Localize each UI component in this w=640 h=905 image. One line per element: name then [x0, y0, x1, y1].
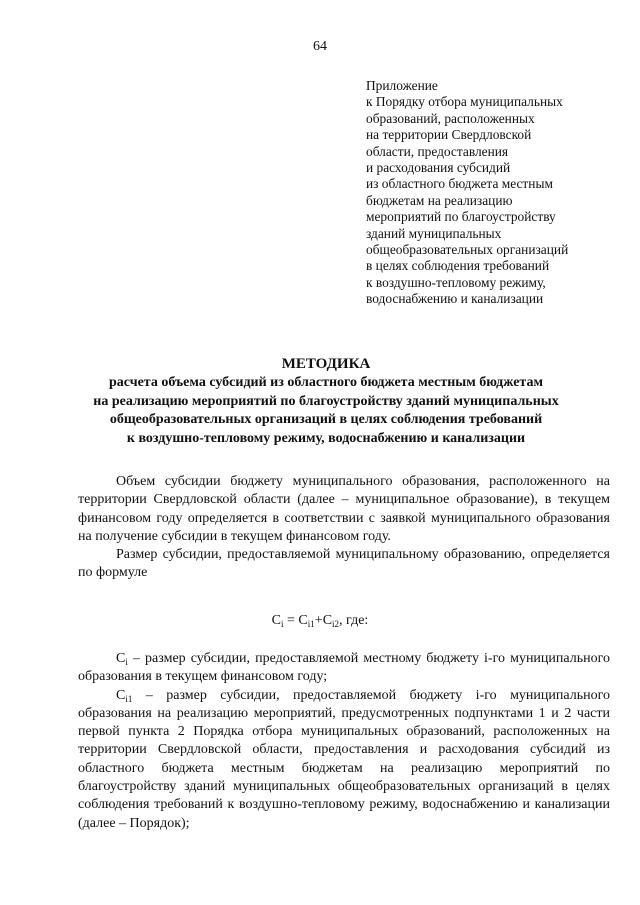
appendix-line: из областного бюджета местным	[366, 176, 553, 192]
page-number: 64	[313, 39, 327, 54]
appendix-line: мероприятий по благоустройству	[366, 209, 556, 225]
formula-tail: , где:	[339, 613, 369, 628]
definition-text: – размер субсидии, предоставляемой бюджету i-го муниципального образования на реализацию мероприятий, предусмотренных подпунктами 1 и 2 части первой пункта 2 Порядка отбора муниципальных образований, расположенных на территории Свердловской области, предоставления и расходования субсидий из областного бюджета местным бюджетам на реализацию мероприятий по благоустройству зданий муниципальных общеобразовательных организаций в целях соблюдения требований к воздушно-тепловому режиму, водоснабжению и канализации (далее – Порядок);	[78, 687, 610, 831]
formula-term2-sub: i2	[332, 619, 340, 629]
definition-item	[78, 687, 610, 833]
title-line: на реализацию мероприятий по благоустройству зданий муниципальных	[93, 393, 559, 409]
title-main: МЕТОДИКА	[281, 356, 371, 372]
paragraph: Размер субсидии, предоставляемой муниципальному образованию, определяется по формуле	[78, 547, 610, 581]
intro-paragraphs	[78, 473, 610, 583]
appendix-line: водоснабжению и канализации	[366, 291, 544, 307]
appendix-line: к Порядку отбора муниципальных	[366, 94, 563, 110]
formula-term2: C	[322, 613, 333, 628]
formula-plus: +	[314, 613, 323, 628]
title-line: расчета объема субсидий из областного бюджета местным бюджетам	[108, 375, 544, 390]
appendix-line: общеобразовательных организаций	[366, 242, 569, 258]
definition-symbol: C	[116, 651, 126, 666]
formula-term1: C	[298, 613, 308, 628]
appendix-line: и расходования субсидий	[366, 160, 511, 176]
appendix-line: бюджетам на реализацию	[366, 192, 513, 208]
title-line: общеобразовательных организаций в целях соблюдения требований	[109, 412, 543, 427]
document-title	[60, 355, 592, 448]
formula-eq: =	[283, 613, 299, 628]
definition-sub: i1	[125, 693, 133, 704]
appendix-line: на территории Свердловской	[366, 127, 532, 143]
definition-item	[78, 650, 610, 687]
paragraph: Объем субсидии бюджету муниципального образования, расположенного на территории Свердловской области (далее – муниципальное образование), в текущем финансовом году определяется в соответствии с заявкой муниципального образования на получение субсидии в текущем финансовом году.	[78, 474, 610, 544]
appendix-line: области, предоставления	[366, 143, 509, 159]
definition-sub: i	[125, 657, 128, 667]
appendix-line: зданий муниципальных	[366, 225, 502, 241]
formula-term1-sub: i1	[307, 619, 315, 629]
definition-symbol: C	[116, 687, 126, 703]
appendix-line: образований, расположенных	[366, 110, 535, 126]
definitions	[78, 650, 610, 833]
definition-text: – размер субсидии, предоставляемой местному бюджету i-го муниципального образования в текущем финансовом году;	[78, 651, 610, 685]
appendix-line: к воздушно-тепловому режиму,	[366, 274, 546, 290]
formula-lhs: C	[271, 613, 281, 628]
title-line: к воздушно-тепловому режиму, водоснабжению и канализации	[126, 430, 526, 446]
appendix-header	[366, 78, 636, 308]
formula	[0, 613, 640, 629]
appendix-line: Приложение	[366, 78, 438, 93]
appendix-line: в целях соблюдения требований	[366, 258, 550, 274]
formula-lhs-sub: i	[281, 619, 284, 629]
